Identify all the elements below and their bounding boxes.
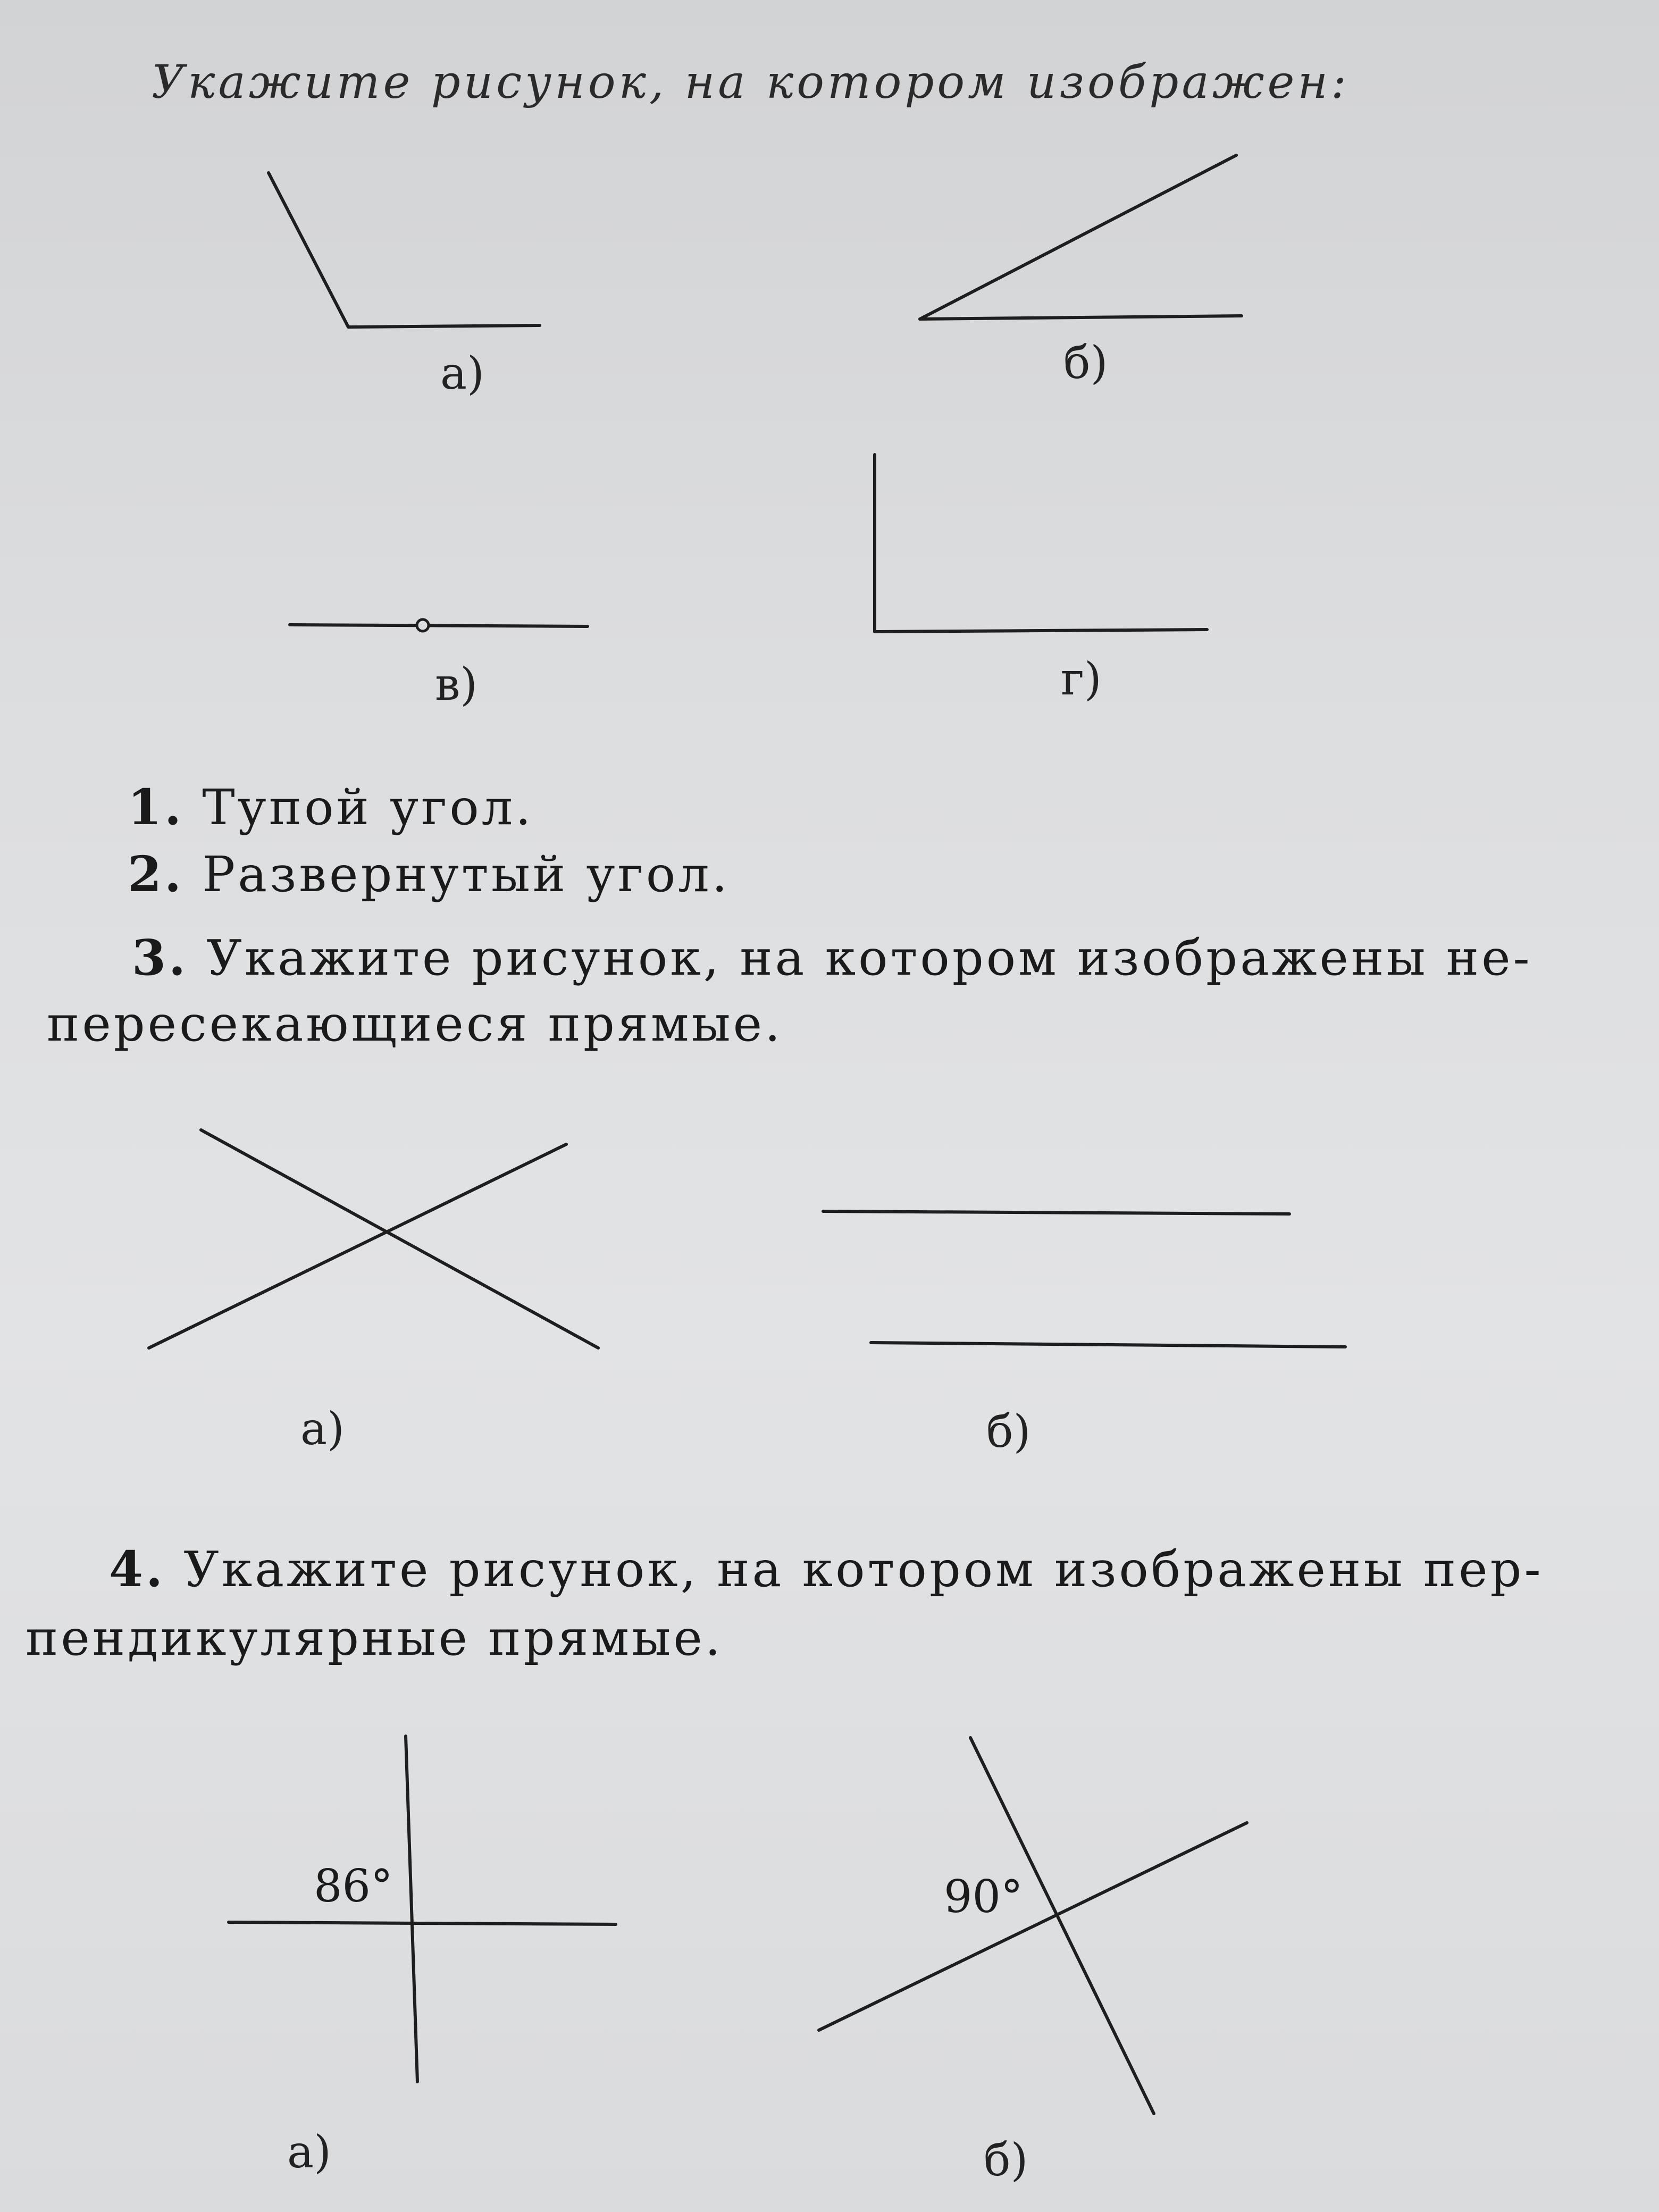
figure-acute-angle bbox=[920, 155, 1242, 319]
question-3-text-1: Укажите рисунок, на котором изображены не- bbox=[206, 929, 1532, 986]
figure-lines-86deg bbox=[229, 1736, 616, 2082]
question-4-line-1 bbox=[109, 1540, 1544, 1598]
figure-label-a-q4: а) bbox=[287, 2126, 331, 2178]
figure-label-b-q4: б) bbox=[984, 2134, 1028, 2186]
question-3-line-2: пересекающиеся прямые. bbox=[47, 995, 783, 1052]
question-1-number: 1. bbox=[128, 778, 185, 836]
angle-label-86: 86° bbox=[314, 1860, 393, 1912]
figure-label-v: в) bbox=[435, 658, 478, 710]
question-2-number: 2. bbox=[128, 845, 185, 903]
question-2 bbox=[128, 845, 730, 903]
figure-label-b: б) bbox=[1063, 337, 1108, 389]
question-2-text: Развернутый угол. bbox=[202, 846, 730, 903]
figure-label-b-q3: б) bbox=[986, 1405, 1031, 1457]
figure-label-g: г) bbox=[1061, 653, 1102, 705]
question-4-text-1: Укажите рисунок, на котором изображены пер- bbox=[183, 1541, 1544, 1598]
figure-right-angle bbox=[875, 455, 1207, 632]
question-3-line-1 bbox=[132, 929, 1532, 986]
figure-obtuse-angle bbox=[269, 173, 540, 327]
question-1 bbox=[128, 778, 534, 836]
figure-label-a: а) bbox=[440, 347, 484, 399]
question-1-text: Тупой угол. bbox=[202, 779, 534, 836]
figure-intersecting-lines bbox=[149, 1130, 598, 1348]
intro-heading: Укажите рисунок, на котором изображен: bbox=[152, 56, 1350, 109]
question-4-line-2: пендикулярные прямые. bbox=[26, 1610, 724, 1666]
question-3-number: 3. bbox=[132, 929, 189, 986]
question-4-number: 4. bbox=[109, 1540, 166, 1598]
figure-parallel-lines bbox=[823, 1211, 1345, 1347]
figure-label-a-q3: а) bbox=[300, 1403, 345, 1455]
angle-label-90: 90° bbox=[944, 1871, 1023, 1923]
figure-straight-angle bbox=[290, 619, 588, 631]
figure-lines-90deg bbox=[819, 1738, 1247, 2114]
